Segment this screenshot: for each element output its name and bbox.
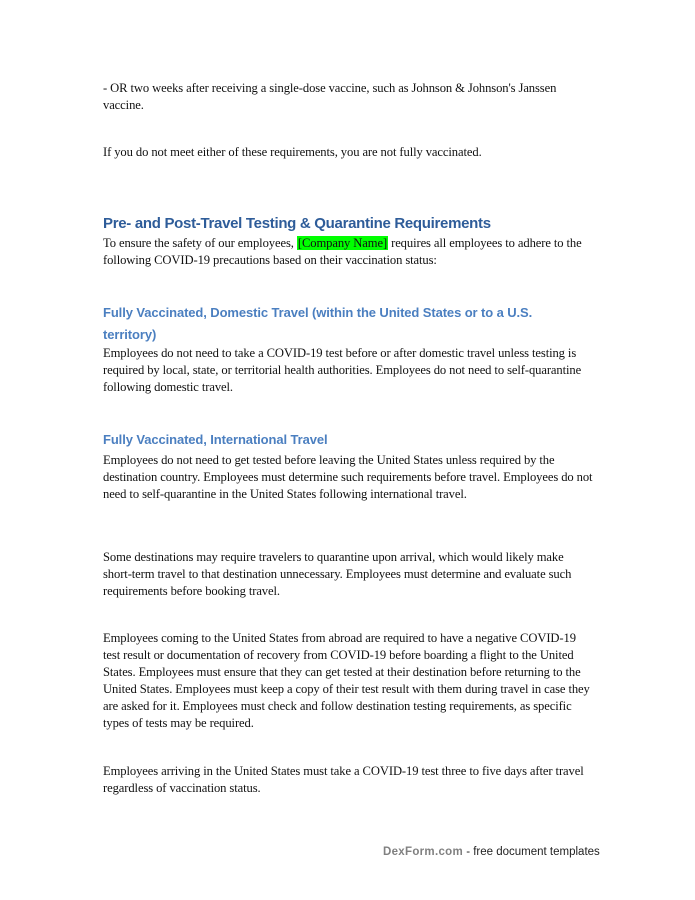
paragraph-domestic-travel: Employees do not need to take a COVID-19 test before or after domestic travel unless testing is required by local, state, or territorial health authorities. Employees do not need to self-quarantine following domestic travel. — [103, 346, 582, 394]
paragraph-return-requirements: Employees coming to the United States from abroad are required to have a negative COVID-19 test result or documentation of recovery from COVID-19 before boarding a flight to the United States. Employees must ensure that they can get tested at their destination before returning to the United States. Employees must keep a copy of their test result with them during travel in case they are asked for it. Employees must check and follow destination testing requirements, as specific types of tests may be required. — [103, 631, 590, 730]
heading-international-travel: Fully Vaccinated, International Travel — [103, 432, 328, 447]
footer — [383, 846, 600, 858]
paragraph-single-dose: - OR two weeks after receiving a single-dose vaccine, such as Johnson & Johnson's Janssen vaccine. — [103, 81, 557, 112]
paragraph-testing-intro — [103, 235, 595, 269]
footer-brand-link[interactable]: DexForm.com — [383, 846, 463, 858]
paragraph-international-travel: Employees do not need to get tested before leaving the United States unless required by the destination country. Employees must determine such requirements before travel. Employees do not need to self-quarantine in the United States following international travel. — [103, 453, 593, 501]
paragraph-arrival-test: Employees arriving in the United States must take a COVID-19 test three to five days after travel regardless of vaccination status. — [103, 764, 584, 795]
paragraph-destination-quarantine: Some destinations may require travelers to quarantine upon arrival, which would likely make short-term travel to that destination unnecessary. Employees must determine and evaluate such requirements before booking travel. — [103, 550, 572, 598]
intro-text-before: To ensure the safety of our employees, — [103, 236, 297, 250]
heading-testing-quarantine: Pre- and Post-Travel Testing & Quarantine Requirements — [103, 215, 491, 232]
company-name-placeholder: [Company Name] — [297, 236, 388, 250]
heading-domestic-travel: Fully Vaccinated, Domestic Travel (within the United States or to a U.S. territory) — [103, 305, 533, 342]
intro-text-after: requires all employees to adhere to the following COVID-19 precautions based on their vaccination status: — [103, 236, 582, 267]
paragraph-not-fully-vaccinated: If you do not meet either of these requirements, you are not fully vaccinated. — [103, 145, 482, 159]
footer-tagline: - free document templates — [463, 846, 600, 858]
